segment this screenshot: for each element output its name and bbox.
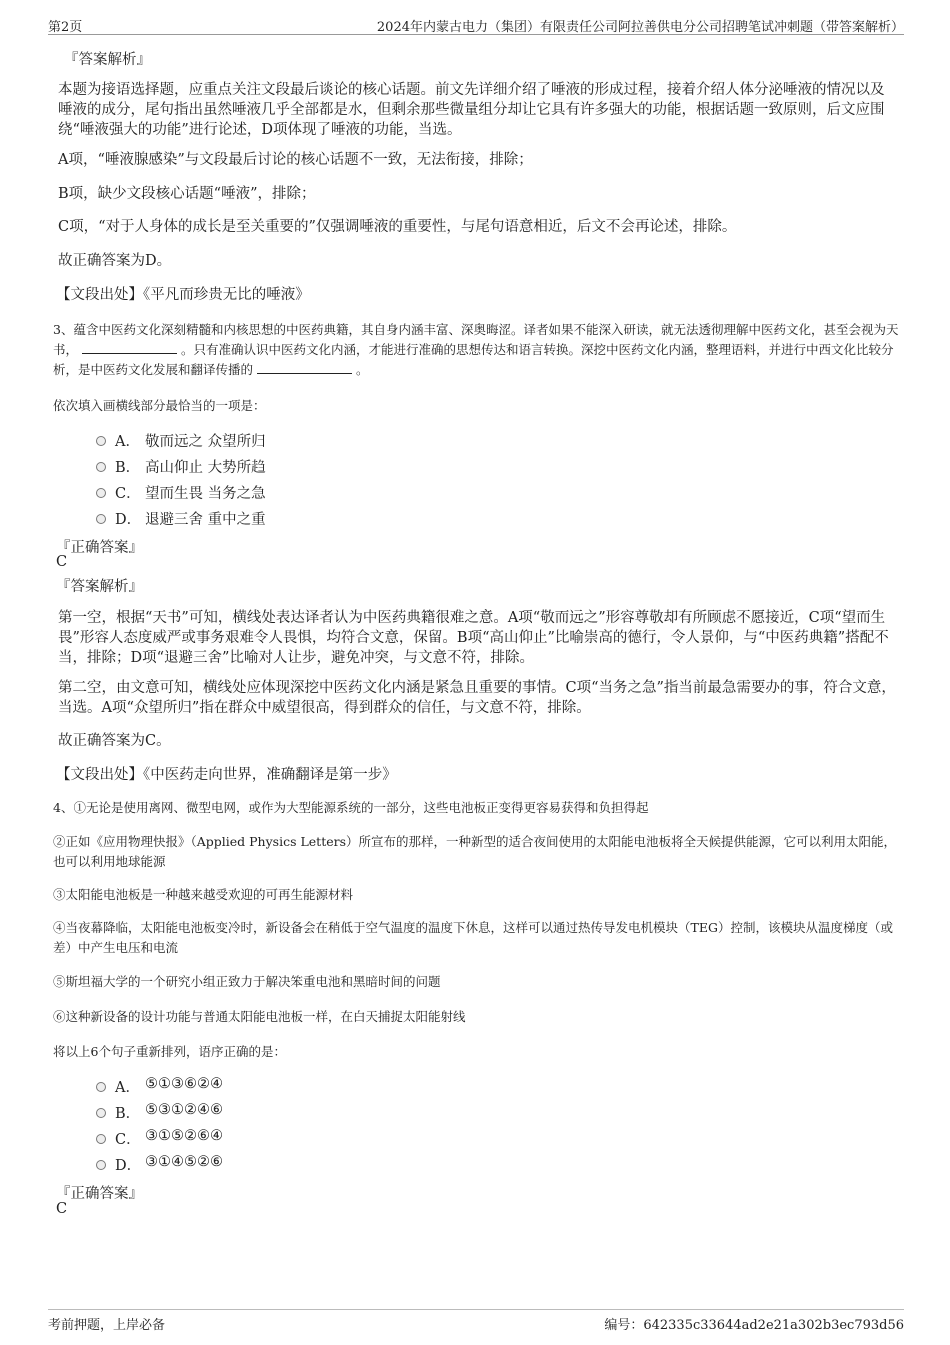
option-letter: A．: [115, 1080, 140, 1096]
option-text: 高山仰止 大势所趋: [145, 460, 266, 476]
fill-blank: [82, 341, 177, 354]
sentence-2: ②正如《应用物理快报》（Applied Physics Letters）所宣布的那样，一种新型的适合夜间使用的太阳能电池板将全天候提供能源，它可以利用太阳能，也可以利用地球能源: [53, 834, 897, 869]
option-text: ⑤③①②④⑥: [145, 1102, 223, 1118]
analysis-paragraph: 第一空，根据“天书”可知，横线处表达译者认为中医药典籍很难之意。A项“敬而远之”形容尊敬却有所顾虑不愿接近，C项“望而生畏”形容人态度威严或事务艰难令人畏惧，均符合文意，保留。B项“高山仰止”比喻崇高的德行，令人景仰，与“中医药典籍”搭配不当，排除；D项“退避三舍”比喻对人让步，避免冲突，与文意不符，排除。: [58, 610, 889, 666]
option-text: ③①⑤②⑥④: [145, 1128, 223, 1144]
question-stem: [53, 320, 899, 380]
sentence-6: ⑥这种新设备的设计功能与普通太阳能电池板一样，在白天捕捉太阳能射线: [53, 1009, 466, 1024]
option-text: 退避三舍 重中之重: [145, 512, 266, 528]
question-prompt: 将以上6个句子重新排列，语序正确的是：: [53, 1044, 286, 1059]
radio-button[interactable]: [96, 1134, 106, 1144]
document-id: 编号：642335c33644ad2e21a302b3ec793d56: [604, 1318, 904, 1333]
sentence-5: ⑤斯坦福大学的一个研究小组正致力于解决笨重电池和黑暗时间的问题: [53, 974, 441, 989]
page-footer: [48, 1309, 904, 1333]
radio-button[interactable]: [96, 462, 106, 472]
radio-button[interactable]: [96, 1108, 106, 1118]
option-text: 敬而远之 众望所归: [145, 434, 266, 450]
footer-slogan: 考前押题，上岸必备: [48, 1318, 166, 1333]
sentence-3: ③太阳能电池板是一种越来越受欢迎的可再生能源材料: [53, 887, 354, 902]
stem-text: 。: [356, 362, 369, 377]
option-letter: D．: [115, 512, 142, 528]
answer-conclusion: 故正确答案为C。: [58, 733, 171, 749]
analysis-paragraph: C项，“对于人身体的成长是至关重要的”仅强调唾液的重要性，与尾句语意相近，后文不会再论述，排除。: [58, 219, 737, 235]
sentence-4: ④当夜幕降临，太阳能电池板变冷时，新设备会在稍低于空气温度的温度下休息，这样可以通过热传导发电机模块（TEG）控制，该模块从温度梯度（或差）中产生电压和电流: [53, 920, 893, 955]
option-letter: C．: [115, 486, 141, 502]
option-text: ③①④⑤②⑥: [145, 1154, 223, 1170]
radio-button[interactable]: [96, 514, 106, 524]
analysis-paragraph: B项，缺少文段核心话题“唾液”，排除；: [58, 186, 316, 202]
question-prompt: 依次填入画横线部分最恰当的一项是：: [53, 398, 266, 413]
radio-button[interactable]: [96, 488, 106, 498]
option-letter: B．: [115, 460, 141, 476]
correct-answer: C: [56, 554, 68, 570]
radio-button[interactable]: [96, 1160, 106, 1170]
radio-button[interactable]: [96, 436, 106, 446]
document-title: 2024年内蒙古电力（集团）有限责任公司阿拉善供电分公司招聘笔试冲刺题（带答案解析）: [376, 20, 904, 35]
answer-label: 『正确答案』: [56, 540, 143, 556]
option-letter: B．: [115, 1106, 141, 1122]
analysis-label: 『答案解析』: [64, 52, 151, 68]
source-citation: 【文段出处】《平凡而珍贵无比的唾液》: [56, 287, 310, 303]
radio-button[interactable]: [96, 1082, 106, 1092]
option-text: 望而生畏 当务之急: [145, 486, 266, 502]
fill-blank: [257, 361, 352, 374]
answer-conclusion: 故正确答案为D。: [58, 253, 172, 269]
analysis-label: 『答案解析』: [56, 579, 143, 595]
option-letter: D．: [115, 1158, 142, 1174]
analysis-paragraph: A项，“唾液腺感染”与文段最后讨论的核心话题不一致，无法衔接，排除；: [58, 152, 533, 168]
answer-label: 『正确答案』: [56, 1186, 143, 1202]
option-text: ⑤①③⑥②④: [145, 1076, 223, 1092]
page-number: 第2页: [48, 20, 83, 35]
option-letter: C．: [115, 1132, 141, 1148]
stem-text: 3、蕴含中医药文化深刻精髓和内核思想的中医药典籍，其自身内涵丰富、深奥晦涩。译者如果不能深入研读，就无法透彻理解中医药文化，甚至会视为天书，: [53, 322, 899, 357]
source-citation: 【文段出处】《中医药走向世界，准确翻译是第一步》: [56, 767, 397, 783]
page-header: [48, 14, 904, 35]
analysis-paragraph: 第二空，由文意可知，横线处应体现深挖中医药文化内涵是紧急且重要的事情。C项“当务之急”指当前最急需要办的事，符合文意，当选。A项“众望所归”指在群众中威望很高，得到群众的信任，与文意不符，排除。: [58, 680, 896, 716]
analysis-paragraph: 本题为接语选择题，应重点关注文段最后谈论的核心话题。前文先详细介绍了唾液的形成过程，接着介绍人体分泌唾液的情况以及唾液的成分，尾句指出虽然唾液几乎全部都是水，但剩余那些微量组分却让它具有许多强大的功能，根据话题一致原则，后文应围绕“唾液强大的功能”进行论述，D项体现了唾液的功能，当选。: [58, 82, 885, 138]
correct-answer: C: [56, 1201, 68, 1217]
option-letter: A．: [115, 434, 140, 450]
sentence-1: 4、①无论是使用离网、微型电网，或作为大型能源系统的一部分，这些电池板正变得更容易获得和负担得起: [53, 800, 649, 815]
stem-text: 。只有准确认识中医药文化内涵，才能进行准确的思想传达和语言转换。深挖中医药文化内涵，整理语料，并进行中西文化比较分析，是中医药文化发展和翻译传播的: [53, 342, 894, 377]
